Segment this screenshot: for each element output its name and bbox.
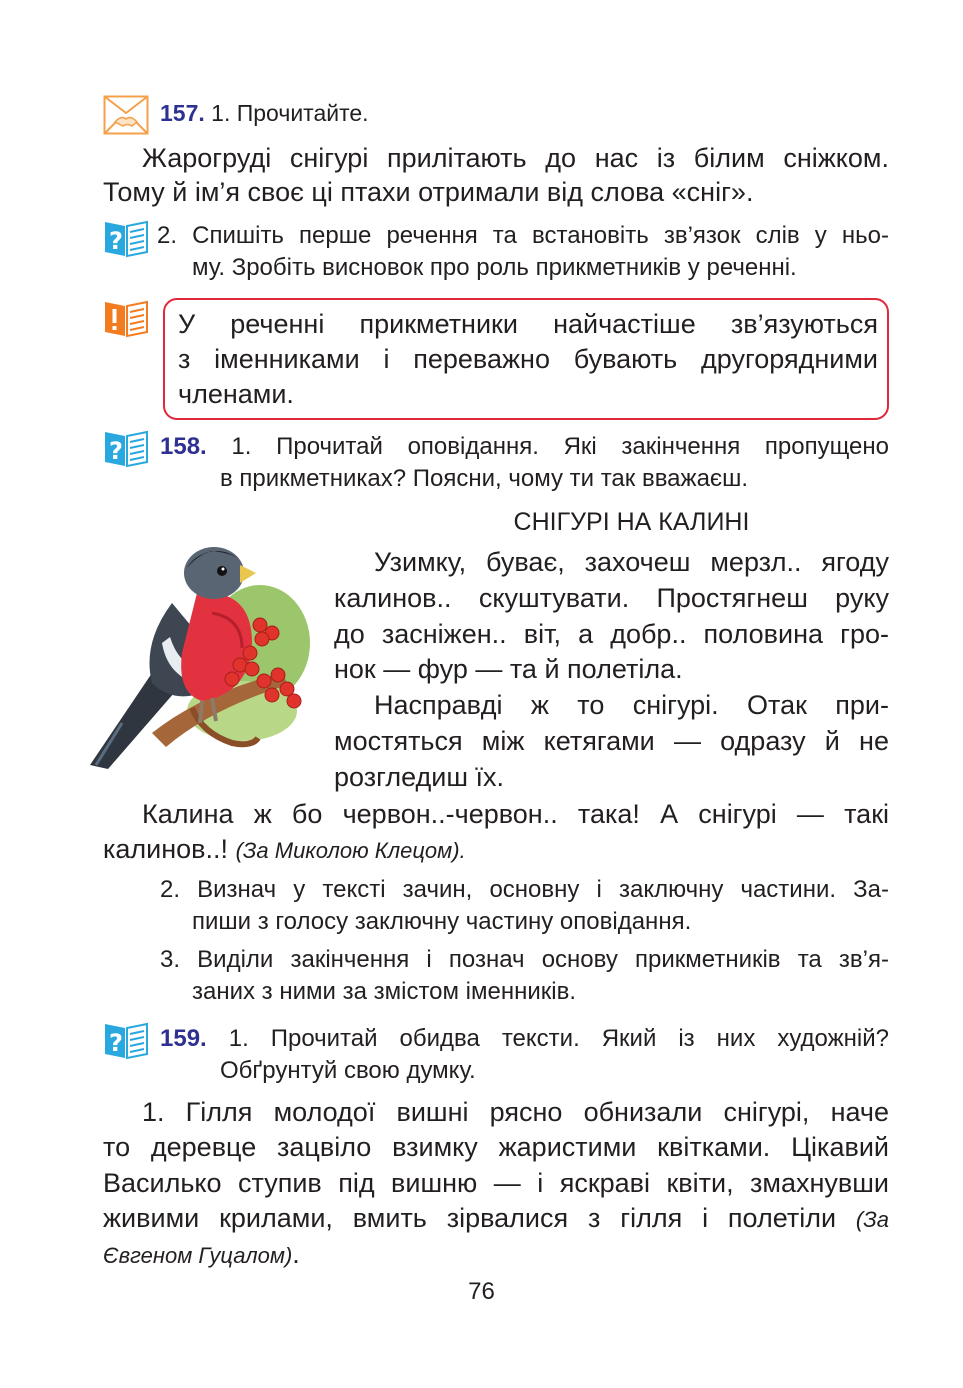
story-p2-line-2: мостяться між кетягами — одразу й не (334, 726, 889, 756)
ex157-task-2-line-1: 2. Спишіть перше речення та встановіть зв’язок слів у ньо- (157, 222, 889, 249)
ex157-task-2-line-2: му. Зробіть висновок про роль прикметників у реченні. (192, 254, 797, 281)
ex159-source-a: (За (855, 1207, 889, 1232)
exclamation-book-icon (103, 298, 149, 338)
rule-line-2: з іменниками і переважно бувають другорядними (178, 344, 878, 374)
story-title: СНІГУРІ НА КАЛИНІ (513, 508, 750, 536)
ex159-source-b: Євгеном Гуцалом) (103, 1243, 293, 1268)
exercise-number-157: 157. (160, 100, 205, 126)
ex159-task-1-line-1: 1. Прочитай обидва тексти. Який із них художній? (228, 1025, 890, 1052)
ex158-task-3-line-2: заних з ними за змістом іменників. (192, 978, 577, 1005)
story-p1-line-3: до засніжен.. віт, а добр.. половина гро- (334, 619, 889, 649)
handshake-envelope-icon (103, 95, 149, 135)
ex159-text-1-line-2: то деревце зацвіло взимку жаристими квітками. Цікавий (103, 1132, 889, 1162)
bullfinch-illustration (82, 533, 314, 773)
ex157-text-line-1: Жарогруді снігурі прилітають до нас із білим сніжком. (142, 143, 889, 173)
rule-line-1: У реченні прикметники найчастіше зв’язуються (178, 309, 878, 339)
story-p3-line-1: Калина ж бо червон..-червон.. така! А снігурі — такі (142, 799, 889, 829)
ex159-text-1-line-1: 1. Гілля молодої вишні рясно обнизали снігурі, наче (142, 1097, 889, 1127)
story-source: (За Миколою Клецом). (235, 838, 466, 863)
ex158-task-3-line-1: 3. Виділи закінчення і познач основу прикметників та зв’я- (160, 946, 889, 973)
exercise-number-158: 158. (160, 433, 207, 460)
story-p2-line-1: Насправді ж то снігурі. Отак при- (374, 690, 889, 720)
story-p2-line-3: розгледиш їх. (334, 762, 505, 792)
ex158-task-1-line-1: 1. Прочитай оповідання. Які закінчення пропущено (231, 433, 889, 460)
ex159-text-1-line-3: Василько ступив під вишню — і яскраві квіти, змахнувши (103, 1168, 889, 1198)
ex159-text-1-line-4: живими крилами, вмить зірвалися з гілля і полетіли (103, 1203, 837, 1233)
story-p1-line-1: Узимку, буває, захочеш мерзл.. ягоду (374, 547, 889, 577)
exercise-157-task-1: 1. Прочитайте. (211, 100, 369, 126)
ex158-task-2-line-1: 2. Визнач у тексті зачин, основну і заключну частини. За- (160, 876, 889, 903)
ex159-end-period: . (292, 1239, 300, 1269)
question-book-icon (103, 218, 149, 258)
question-book-icon (103, 1020, 149, 1060)
ex159-task-1-line-2: Обґрунтуй свою думку. (220, 1057, 476, 1084)
page-number: 76 (468, 1278, 495, 1305)
svg-text:?: ? (109, 437, 123, 465)
svg-text:?: ? (109, 227, 123, 255)
story-p3-line-2: калинов..! (103, 834, 229, 864)
svg-text:?: ? (109, 1029, 123, 1057)
ex158-task-2-line-2: пиши з голосу заключну частину оповідання. (192, 908, 692, 935)
story-p1-line-4: нок — фур — та й полетіла. (334, 654, 683, 684)
ex157-text-line-2: Тому й ім’я своє ці птахи отримали від слова «сніг». (103, 177, 754, 207)
question-book-icon (103, 428, 149, 468)
ex158-task-1-line-2: в прикметниках? Поясни, чому ти так вважаєш. (220, 465, 749, 492)
exercise-number-159: 159. (160, 1025, 207, 1052)
story-p1-line-2: калинов.. скуштувати. Простягнеш руку (334, 583, 889, 613)
rule-line-3: членами. (178, 379, 294, 409)
